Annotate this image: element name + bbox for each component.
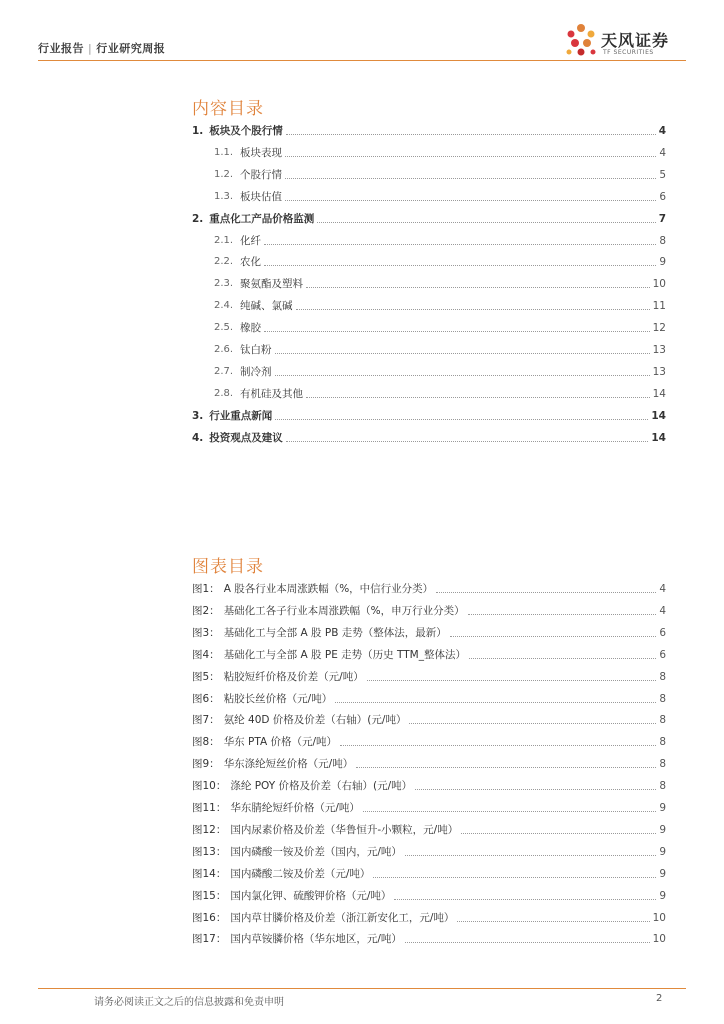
figure-label: 国内氯化钾、硫酸钾价格（元/吨） bbox=[230, 889, 392, 902]
toc-entry-label: 农化 bbox=[240, 256, 261, 269]
contents-list bbox=[192, 122, 666, 442]
toc-entry-number: 1.1. bbox=[214, 146, 234, 158]
footer-disclaimer: 请务必阅读正文之后的信息披露和免责申明 bbox=[94, 997, 284, 1008]
figure-page: 9 bbox=[659, 867, 666, 880]
toc-subsection-entry[interactable] bbox=[214, 232, 666, 248]
figure-number: 图14： bbox=[192, 867, 227, 880]
company-logo bbox=[563, 22, 683, 64]
toc-entry-label: 制冷剂 bbox=[240, 365, 272, 378]
dot-leader bbox=[335, 702, 656, 703]
dot-leader bbox=[405, 855, 656, 856]
toc-entry-label: 聚氨酯及塑料 bbox=[240, 278, 303, 291]
figure-page: 10 bbox=[652, 911, 666, 924]
dot-leader bbox=[275, 419, 648, 420]
figure-entry[interactable] bbox=[192, 646, 666, 662]
figure-label: 基础化工与全部 A 股 PB 走势（整体法，最新） bbox=[223, 626, 447, 639]
dot-leader bbox=[264, 331, 650, 332]
figure-number: 图11： bbox=[192, 802, 227, 814]
toc-section-entry[interactable] bbox=[192, 122, 666, 138]
toc-entry-page: 4 bbox=[658, 125, 666, 137]
toc-entry-number: 4. bbox=[192, 431, 204, 444]
toc-entry-page: 14 bbox=[651, 409, 666, 422]
dot-leader bbox=[356, 767, 656, 768]
figure-page: 9 bbox=[659, 823, 666, 836]
dot-leader bbox=[317, 222, 655, 223]
toc-subsection-entry[interactable] bbox=[214, 385, 666, 401]
figure-page: 8 bbox=[659, 670, 666, 683]
figure-label: 华东 PTA 价格（元/吨） bbox=[223, 736, 338, 749]
figure-label: 国内磷酸一铵及价差（国内，元/吨） bbox=[230, 845, 402, 858]
logo-text-cn: 天风证券 bbox=[601, 31, 670, 50]
toc-entry-page: 6 bbox=[659, 190, 666, 203]
tf-flower-icon bbox=[563, 22, 599, 62]
figure-page: 8 bbox=[659, 692, 666, 705]
figure-entry[interactable] bbox=[192, 668, 666, 684]
toc-subsection-entry[interactable] bbox=[214, 363, 666, 379]
toc-entry-label: 有机硅及其他 bbox=[240, 387, 303, 400]
figure-entry[interactable] bbox=[192, 821, 666, 837]
figure-page: 9 bbox=[659, 802, 666, 814]
figure-number: 图17： bbox=[192, 933, 227, 946]
toc-entry-label: 重点化工产品价格监测 bbox=[209, 212, 315, 225]
toc-entry-label: 投资观点及建议 bbox=[209, 431, 283, 444]
toc-entry-label: 行业重点新闻 bbox=[209, 409, 273, 422]
toc-entry-number: 2. bbox=[192, 212, 204, 225]
footer-divider bbox=[38, 988, 686, 989]
figure-number: 图2： bbox=[192, 604, 220, 617]
figure-page: 6 bbox=[659, 626, 666, 639]
figure-label: 国内磷酸二铵及价差（元/吨） bbox=[230, 867, 371, 880]
figure-label: 粘胶长丝价格（元/吨） bbox=[223, 692, 333, 705]
toc-entry-label: 板块估值 bbox=[240, 190, 282, 203]
dot-leader bbox=[394, 899, 656, 900]
figure-label: 涤纶 POY 价格及价差（右轴）(元/吨） bbox=[230, 780, 413, 793]
dot-leader bbox=[275, 375, 650, 376]
toc-entry-number: 2.4. bbox=[214, 300, 234, 312]
toc-entry-page: 13 bbox=[652, 365, 666, 378]
figure-number: 图1： bbox=[192, 583, 220, 595]
dot-leader bbox=[469, 658, 656, 659]
figure-number: 图9： bbox=[192, 758, 220, 771]
dot-leader bbox=[415, 789, 656, 790]
figure-entry[interactable] bbox=[192, 799, 666, 815]
toc-entry-label: 板块及个股行情 bbox=[209, 125, 283, 137]
toc-entry-number: 3. bbox=[192, 409, 204, 422]
contents-title: 内容目录 bbox=[192, 99, 264, 119]
figure-page: 8 bbox=[659, 736, 666, 749]
dot-leader bbox=[296, 309, 650, 310]
figure-page: 8 bbox=[659, 780, 666, 793]
toc-entry-page: 8 bbox=[659, 234, 666, 247]
toc-entry-page: 9 bbox=[659, 256, 666, 269]
page-number: 2 bbox=[656, 993, 663, 1004]
dot-leader bbox=[286, 441, 649, 442]
toc-entry-label: 个股行情 bbox=[240, 168, 282, 181]
report-type: 行业报告 bbox=[38, 42, 84, 55]
toc-entry-page: 10 bbox=[652, 278, 666, 291]
logo-text-en: TF SECURITIES bbox=[603, 49, 654, 56]
toc-entry-number: 2.2. bbox=[214, 256, 234, 268]
figure-number: 图10： bbox=[192, 780, 227, 793]
dot-leader bbox=[286, 134, 656, 135]
toc-entry-label: 钛白粉 bbox=[240, 344, 272, 356]
figure-label: 基础化工各子行业本周涨跌幅（%，申万行业分类） bbox=[223, 604, 465, 617]
dot-leader bbox=[306, 397, 650, 398]
figure-number: 图7： bbox=[192, 714, 220, 727]
figure-page: 8 bbox=[659, 758, 666, 771]
toc-entry-number: 1. bbox=[192, 125, 204, 137]
toc-entry-page: 14 bbox=[651, 431, 666, 444]
dot-leader bbox=[461, 833, 656, 834]
toc-subsection-entry[interactable] bbox=[214, 319, 666, 335]
figure-page: 4 bbox=[659, 604, 666, 617]
toc-section-entry[interactable] bbox=[192, 210, 666, 226]
figure-label: 粘胶短纤价格及价差（元/吨） bbox=[223, 670, 364, 683]
toc-entry-page: 14 bbox=[652, 387, 666, 400]
toc-entry-number: 2.8. bbox=[214, 387, 234, 399]
dot-leader bbox=[367, 680, 657, 681]
toc-entry-page: 13 bbox=[652, 344, 666, 356]
toc-entry-number: 2.3. bbox=[214, 278, 234, 290]
toc-subsection-entry[interactable] bbox=[214, 144, 666, 160]
toc-subsection-entry[interactable] bbox=[214, 166, 666, 182]
dot-leader bbox=[285, 200, 656, 201]
toc-entry-label: 板块表现 bbox=[240, 146, 282, 159]
figure-number: 图13： bbox=[192, 845, 227, 858]
dot-leader bbox=[468, 614, 657, 615]
dot-leader bbox=[457, 921, 649, 922]
dot-leader bbox=[285, 156, 656, 157]
dot-leader bbox=[409, 723, 656, 724]
toc-subsection-entry[interactable] bbox=[214, 188, 666, 204]
dot-leader bbox=[306, 287, 650, 288]
figure-number: 图15： bbox=[192, 889, 227, 902]
figures-list bbox=[192, 580, 666, 950]
figure-number: 图3： bbox=[192, 626, 220, 639]
figure-entry[interactable] bbox=[192, 624, 666, 640]
figure-number: 图12： bbox=[192, 823, 227, 836]
figure-entry[interactable] bbox=[192, 580, 666, 596]
figure-page: 9 bbox=[659, 845, 666, 858]
figure-page: 10 bbox=[652, 933, 666, 946]
header-separator: | bbox=[88, 42, 93, 55]
toc-entry-label: 纯碱、氯碱 bbox=[240, 300, 293, 313]
figure-label: 国内尿素价格及价差（华鲁恒升-小颗粒，元/吨） bbox=[230, 823, 459, 836]
toc-entry-number: 1.3. bbox=[214, 190, 234, 202]
dot-leader bbox=[363, 811, 656, 812]
toc-subsection-entry[interactable] bbox=[214, 341, 666, 357]
figure-label: 华东腈纶短纤价格（元/吨） bbox=[230, 802, 360, 814]
figure-page: 9 bbox=[659, 889, 666, 902]
figure-label: 氨纶 40D 价格及价差（右轴）(元/吨） bbox=[223, 714, 407, 727]
toc-entry-label: 橡胶 bbox=[240, 322, 261, 335]
figure-entry[interactable] bbox=[192, 909, 666, 925]
figure-label: 国内草铵膦价格（华东地区，元/吨） bbox=[230, 933, 402, 946]
toc-entry-number: 2.6. bbox=[214, 344, 234, 355]
toc-entry-page: 5 bbox=[659, 168, 666, 181]
figure-entry[interactable] bbox=[192, 865, 666, 881]
dot-leader bbox=[405, 942, 650, 943]
toc-subsection-entry[interactable] bbox=[214, 253, 666, 269]
toc-subsection-entry[interactable] bbox=[214, 297, 666, 313]
toc-entry-page: 11 bbox=[652, 300, 666, 313]
toc-section-entry[interactable] bbox=[192, 407, 666, 423]
dot-leader bbox=[264, 265, 656, 266]
figure-label: 华东涤纶短丝价格（元/吨） bbox=[223, 758, 354, 771]
toc-subsection-entry[interactable] bbox=[214, 275, 666, 291]
toc-section-entry[interactable] bbox=[192, 429, 666, 445]
figure-page: 4 bbox=[659, 583, 666, 595]
dot-leader bbox=[264, 244, 656, 245]
figure-entry[interactable] bbox=[192, 843, 666, 859]
dot-leader bbox=[340, 745, 656, 746]
toc-entry-number: 1.2. bbox=[214, 168, 234, 180]
figure-entry[interactable] bbox=[192, 887, 666, 903]
toc-entry-page: 12 bbox=[652, 322, 666, 335]
toc-entry-number: 2.1. bbox=[214, 234, 234, 246]
figure-entry[interactable] bbox=[192, 711, 666, 727]
dot-leader bbox=[373, 877, 656, 878]
figure-entry[interactable] bbox=[192, 690, 666, 706]
toc-entry-page: 7 bbox=[658, 212, 666, 225]
report-category bbox=[38, 40, 165, 56]
report-subtype: 行业研究周报 bbox=[96, 42, 166, 55]
toc-entry-number: 2.7. bbox=[214, 365, 234, 377]
figure-label: A 股各行业本周涨跌幅（%，中信行业分类） bbox=[223, 583, 434, 595]
dot-leader bbox=[436, 592, 656, 593]
figure-entry[interactable] bbox=[192, 777, 666, 793]
figure-label: 基础化工与全部 A 股 PE 走势（历史 TTM_整体法） bbox=[223, 648, 466, 661]
figure-page: 6 bbox=[659, 648, 666, 661]
figure-page: 8 bbox=[659, 714, 666, 727]
dot-leader bbox=[285, 178, 656, 179]
figure-entry[interactable] bbox=[192, 602, 666, 618]
toc-entry-page: 4 bbox=[659, 146, 666, 159]
figures-title: 图表目录 bbox=[192, 557, 264, 577]
figure-number: 图6： bbox=[192, 692, 220, 705]
toc-entry-number: 2.5. bbox=[214, 322, 234, 334]
figure-number: 图16： bbox=[192, 911, 227, 924]
dot-leader bbox=[275, 353, 650, 354]
header-divider bbox=[38, 60, 686, 61]
dot-leader bbox=[450, 636, 657, 637]
figure-label: 国内草甘膦价格及价差（浙江新安化工，元/吨） bbox=[230, 911, 455, 924]
figure-number: 图5： bbox=[192, 670, 220, 683]
figure-entry[interactable] bbox=[192, 755, 666, 771]
figure-number: 图4： bbox=[192, 648, 220, 661]
figure-entry[interactable] bbox=[192, 733, 666, 749]
toc-entry-label: 化纤 bbox=[240, 234, 261, 247]
figure-number: 图8： bbox=[192, 736, 220, 749]
figure-entry[interactable] bbox=[192, 930, 666, 946]
